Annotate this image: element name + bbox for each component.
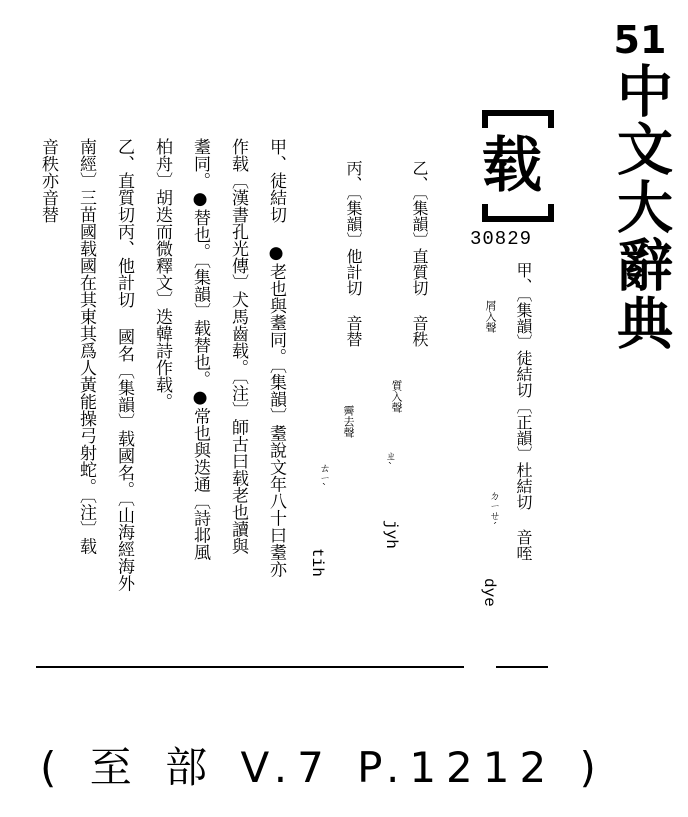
book-title	[608, 18, 673, 352]
headword: 载	[482, 131, 542, 201]
source-note: ( 至 部 V.7 P.1212 )	[40, 743, 606, 792]
reading-yi-tone: 質入聲	[390, 380, 403, 413]
reading-bing: 丙、〔集韻〕他計切 音替	[344, 160, 363, 347]
bracket-top	[482, 110, 554, 128]
reading-yi: 乙、〔集韻〕直質切 音秩	[410, 160, 429, 347]
reading-jia-bopomofo: ㄉㄧㄝˊ	[488, 490, 501, 534]
reading-bing-bopomofo: ㄊㄧˋ	[318, 462, 331, 495]
definition-line: 南經〕三苗國载國在其東其爲人黃能操弓射蛇。〔注〕载	[76, 138, 96, 555]
headword-box	[476, 110, 548, 222]
definition-line: 作载〔漢書孔光傳〕犬馬齒载。〔注〕師古曰载老也讀與	[228, 138, 248, 555]
bracket-bottom	[482, 204, 554, 222]
definition-line: 乙、直質切丙、他計切 國名〔集韻〕载國名。〔山海經海外	[114, 138, 134, 592]
reading-yi-bopomofo: ㄓˋ	[384, 450, 397, 474]
dictionary-title: 中文大辭典	[608, 62, 673, 352]
reading-jia: 甲、〔集韻〕徒結切〔正韻〕杜結切 音咥	[514, 262, 533, 561]
bottom-rule-right	[496, 666, 548, 668]
definition-line: 甲、徒結切 ●老也與耋同。〔集韻〕耋說文年八十曰耋亦	[266, 138, 286, 578]
entry-code: 30829	[470, 228, 533, 250]
reading-bing-roman: tih	[308, 548, 326, 577]
volume-number: 51	[613, 18, 667, 62]
reading-jia-roman: dye	[480, 578, 498, 607]
definition-line: 音秩亦音替	[38, 138, 58, 223]
definition-line: 柏舟〕胡迭而微釋文〕迭韓詩作载。	[152, 138, 172, 410]
definition-line: 耋同。●替也。〔集韻〕载替也。●常也與迭通〔詩邶風	[190, 138, 210, 561]
reading-yi-roman: jyh	[382, 520, 400, 549]
reading-bing-tone: 霽去聲	[342, 405, 355, 438]
bottom-rule-left	[36, 666, 464, 668]
reading-jia-tone: 屑入聲	[484, 300, 497, 333]
